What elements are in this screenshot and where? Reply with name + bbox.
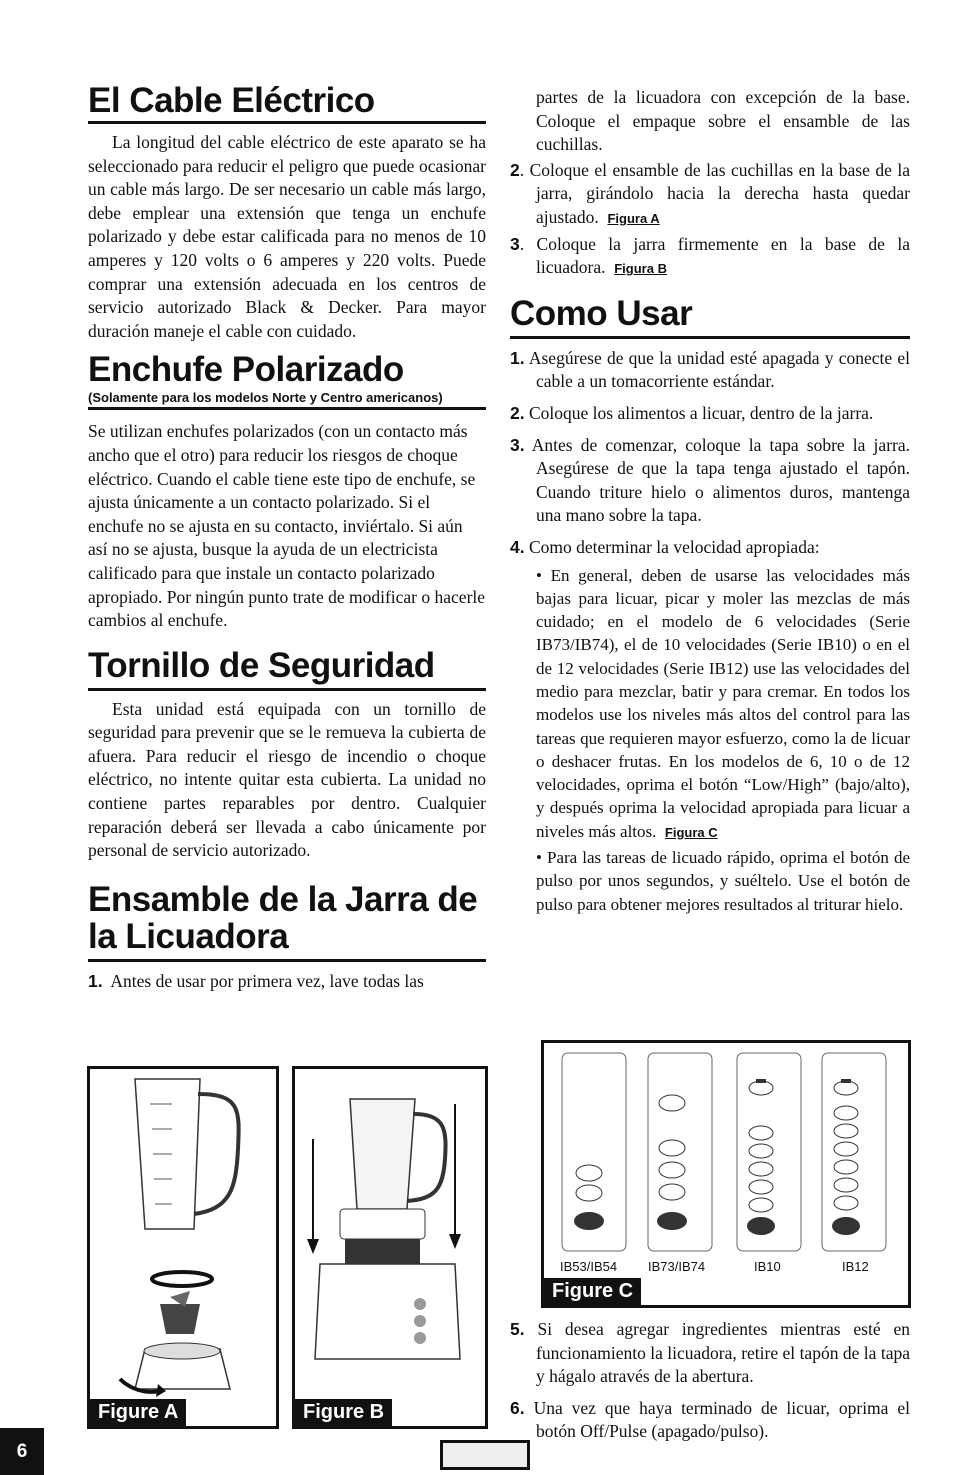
divider (88, 688, 486, 691)
step-text: Si desea agregar ingredientes mientras esté en funcionamiento la licuadora, retire el tapón de la tapa y hágalo através de la abertura. (536, 1319, 910, 1387)
divider (88, 959, 486, 962)
figure-c (541, 1040, 911, 1308)
right-column-bottom (510, 1318, 910, 1444)
step-number: 3. (510, 434, 525, 455)
figure-c-reference: Figura C (664, 824, 718, 840)
step-number: 1. (510, 347, 525, 368)
figure-b (292, 1066, 488, 1429)
step-number: 4. (510, 536, 525, 557)
figure-b-label: Figure B (295, 1399, 392, 1426)
model-label: IB12 (842, 1259, 869, 1274)
figure-a-reference: Figura A (607, 210, 660, 226)
blender-on-base-illustration (295, 1069, 485, 1426)
assembly-step-3 (510, 233, 910, 281)
assembly-step-2 (510, 159, 910, 231)
screw-title: Tornillo de Seguridad (88, 645, 435, 685)
assembly-title: Ensamble de la Jarra de la Licuadora (88, 879, 478, 956)
step-text: Antes de usar por primera vez, lave todas las (110, 970, 424, 991)
step-number: 2 (510, 159, 520, 180)
step-number: 5. (510, 1319, 525, 1339)
step-text: Coloque los alimentos a licuar, dentro de la jarra. (528, 402, 874, 423)
step-text: Asegúrese de que la unidad esté apagada y conecte el cable a un tomacorriente estándar. (528, 347, 910, 392)
model-label: IB53/IB54 (560, 1259, 618, 1274)
figure-c-label: Figure C (544, 1278, 641, 1305)
figure-b-reference: Figura B (614, 261, 667, 277)
plug-text: Se utilizan enchufes polarizados (con un contacto más ancho que el otro) para reducir los riesgos de choque eléctrico. Cuando el cable tiene este tipo de enchufe, se ajusta únicamente a un contacto polarizado. Si el enchufe no se ajusta en su contacto, inviértalo. Si aún así no se ajusta, busque la ayuda de un electricista calificado para que instale un contacto polarizado apropiado. Por ningún punto trate de modificar o hacerle cambios al enchufe. (88, 421, 486, 631)
figure-a (87, 1066, 279, 1429)
right-column (510, 86, 910, 916)
plug-subtitle: (Solamente para los modelos Norte y Centro americanos) (88, 390, 443, 406)
plug-title: Enchufe Polarizado (88, 350, 404, 390)
model-label: IB10 (754, 1259, 781, 1274)
divider (510, 336, 910, 339)
step-text: Una vez que haya terminado de licuar, oprima el botón Off/Pulse (apagado/pulso). (533, 1397, 911, 1442)
divider (88, 407, 486, 410)
speed-bullet-2: • Para las tareas de licuado rápido, oprima el botón de pulso por unos segundos, y suéltelo. Use el botón de pulso para obtener mejores resultados al triturar hielo. (536, 848, 910, 914)
screw-text: Esta unidad está equipada con un tornillo de seguridad para prevenir que se le remueva la cubierta de afuera. Para reducir el riesgo de incendio o choque eléctrico, no intente quitar esta cubierta. La unidad no contiene partes reparables por dentro. Cualquier reparación deberá ser llevada a cabo únicamente por personal de servicio autorizado. (88, 698, 486, 861)
step-text: . Coloque la jarra firmemente en la base de la licuadora. (519, 233, 910, 278)
use-step-5 (510, 1318, 910, 1389)
assembly-step-1 (88, 970, 486, 994)
use-step-4 (510, 536, 910, 560)
cable-title: El Cable Eléctrico (88, 81, 375, 120)
step-number: 6. (510, 1397, 525, 1418)
bullet-text: • En general, deben de usarse las velocidades más bajas para licuar, picar y moler las mezclas de más cuidado; en el modelo de 6 velocidades (Serie IB73/IB74), el de 10 velocidades (Serie IB10) o en el de 12 velocidades (Serie IB12) use las velocidades del medio para mezclar, batir y para cremar. En todos los modelos use los niveles más altos del control para las tareas que requieren mayor esfuerzo, como la de licuar o deshacer frutas. En los modelos de 6, 10 o de 12 velocidades, oprima el botón “Low/High” (bajo/alto), y después oprima la velocidad apropiada para licuar a niveles más altos. (536, 565, 910, 841)
speed-bullet-1 (510, 564, 910, 845)
use-step-2 (510, 402, 910, 426)
use-step-1 (510, 347, 910, 394)
step-text: Antes de comenzar, coloque la tapa sobre la jarra. Asegúrese de que la tapa tenga ajustado el tapón. Cuando triture hielo o alimentos duros, mantenga una mano sobre la tapa. (531, 434, 910, 526)
step-text: Como determinar la velocidad apropiada: (528, 536, 820, 557)
figure-a-label: Figure A (90, 1399, 186, 1426)
use-step-6 (510, 1397, 910, 1444)
use-title: Como Usar (510, 293, 693, 333)
model-label: IB73/IB74 (648, 1259, 706, 1274)
step-number: 1. (88, 970, 103, 991)
cable-text: La longitud del cable eléctrico de este aparato se ha seleccionado para reducir el peligro que puede ocasionar un cable más largo. De ser necesario un cable más largo, debe emplear una extensión que tenga un enchufe polarizado y debe estar calificada para no menos de 10 amperes y 120 volts o 6 amperes y 220 volts. Puede comprar una extensión adecuada en los centros de servicio autorizado Black & Decker. Para mayor duración maneje el cable con cuidado. (88, 132, 486, 341)
use-step-3 (510, 434, 910, 528)
blender-jar-assembly-illustration (90, 1069, 276, 1426)
step-number: 2. (510, 402, 525, 423)
step-text: . Coloque el ensamble de las cuchillas en la base de la jarra, girándolo hacia la derecha hasta quedar ajustado. (519, 159, 910, 227)
left-column (88, 82, 486, 993)
step-number: 3 (510, 233, 520, 254)
page-number: 6 (0, 1428, 44, 1475)
page-tab (440, 1440, 530, 1470)
assembly-step-1-continued: partes de la licuadora con excepción de la base. Coloque el empaque sobre el ensamble de las cuchillas. (536, 87, 910, 155)
divider (88, 121, 486, 124)
